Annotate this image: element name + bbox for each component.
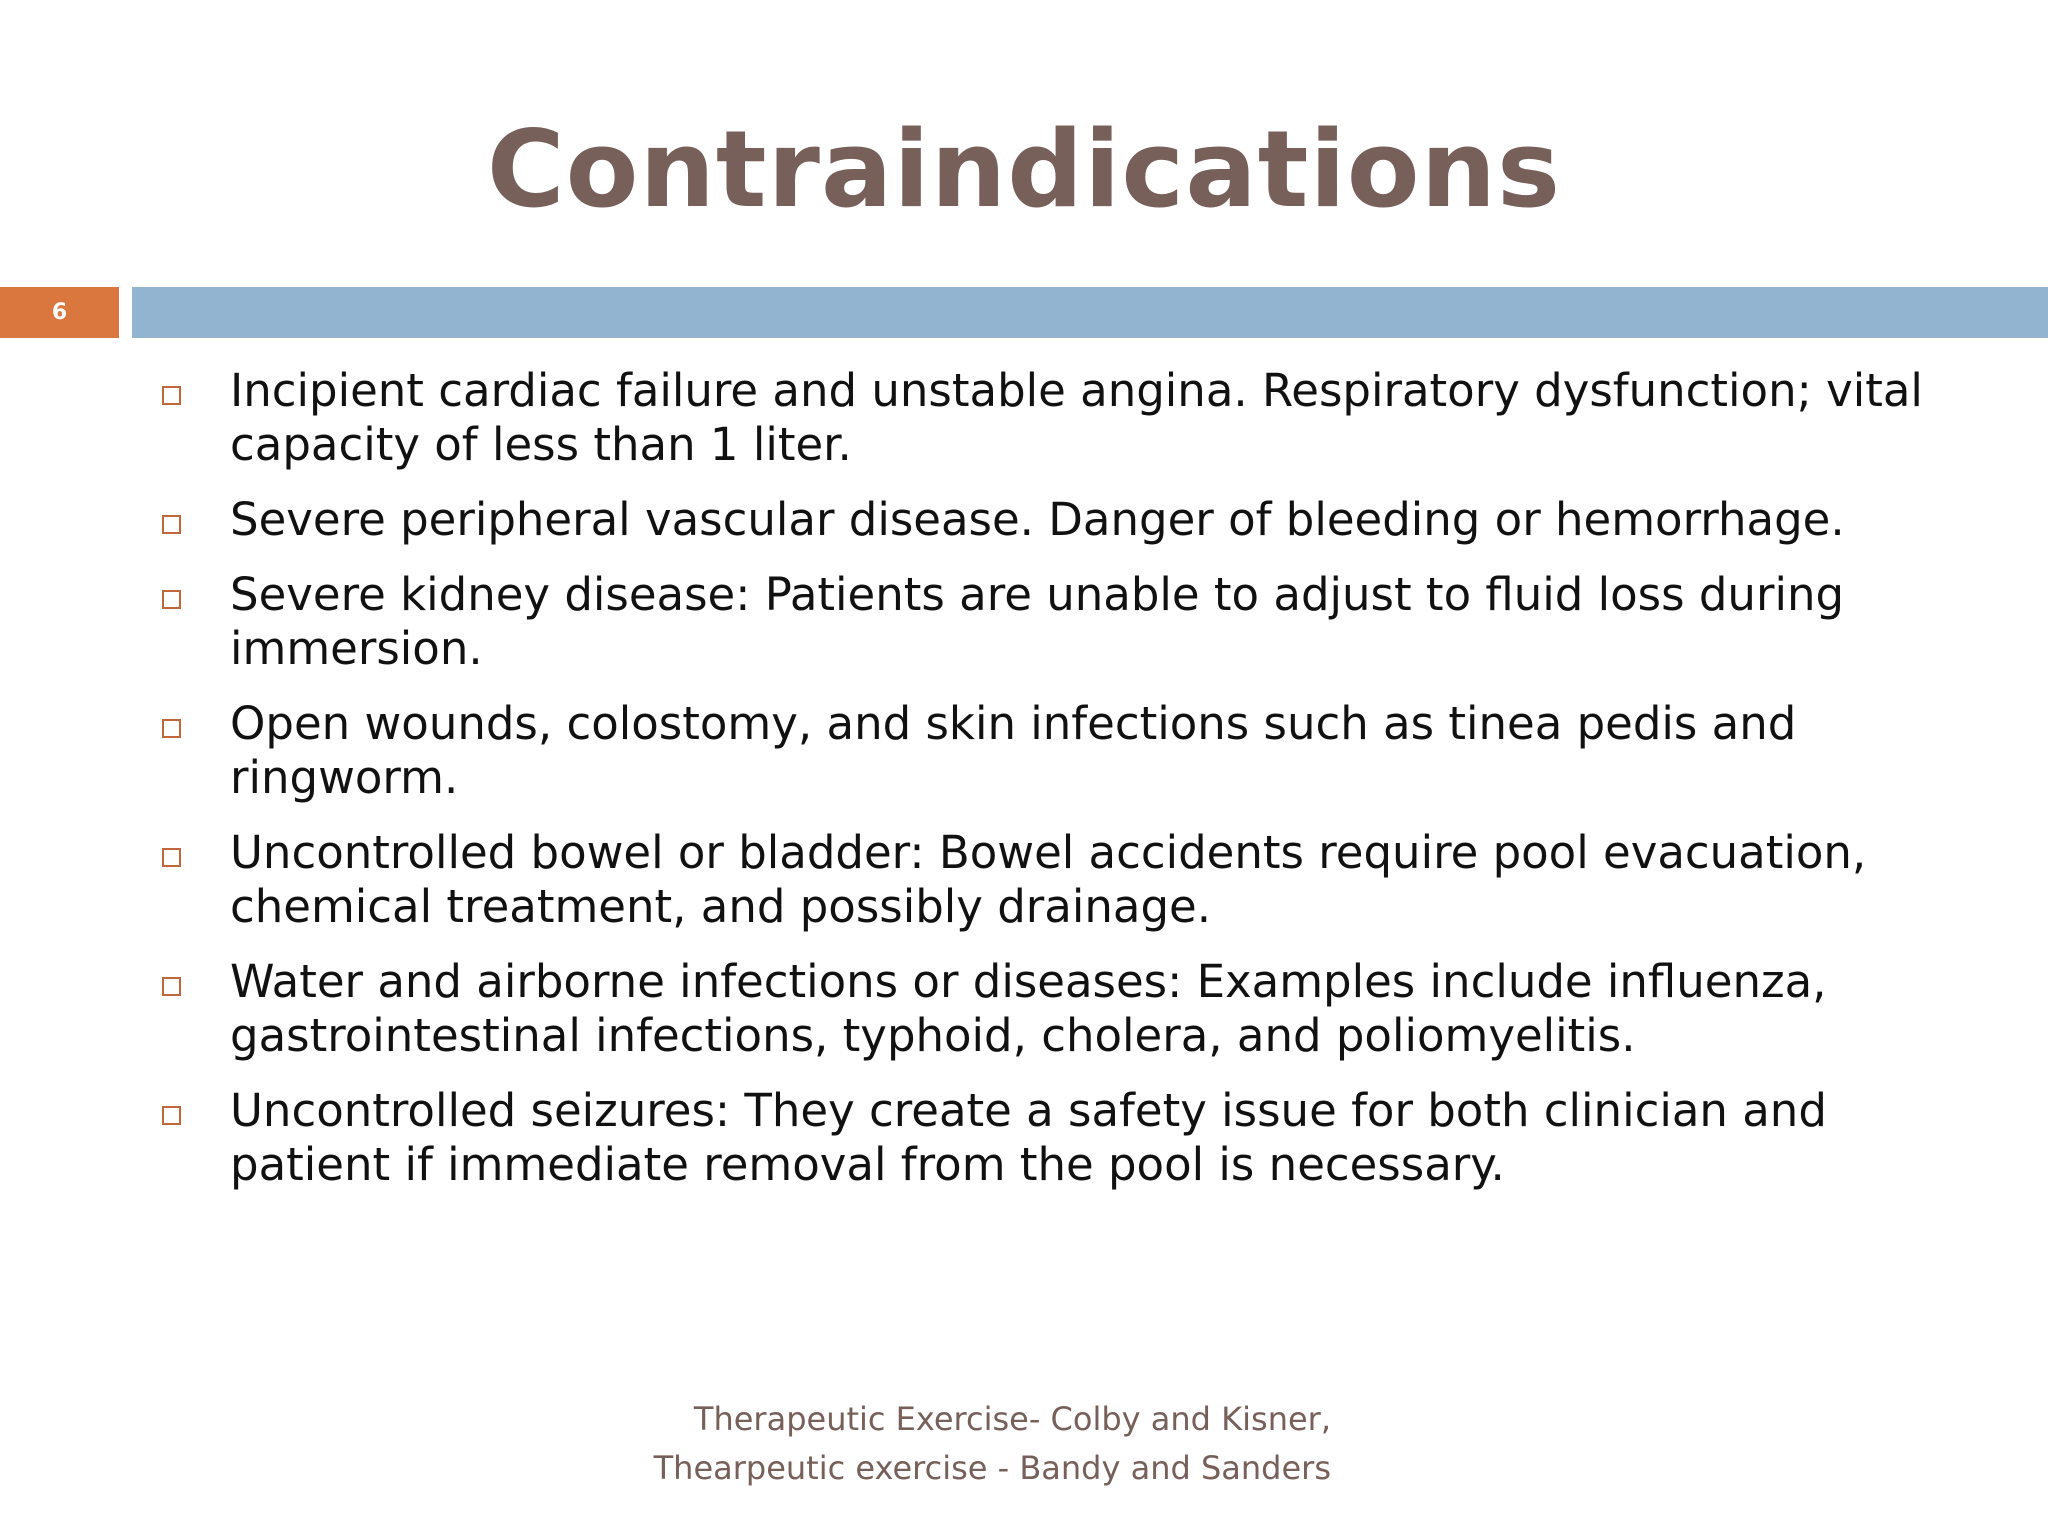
bullet-item <box>150 1084 1940 1192</box>
bullet-item <box>150 364 1940 472</box>
bullet-item <box>150 955 1940 1063</box>
bullet-text: Uncontrolled bowel or bladder: Bowel accidents require pool evacuation, chemical treatment, and possibly drainage. <box>230 826 1867 933</box>
footer-line-2: Thearpeutic exercise - Bandy and Sanders <box>653 1449 1331 1487</box>
bullet-item <box>150 568 1940 676</box>
slide-title: Contraindications <box>486 108 1562 231</box>
hollow-square-bullet-icon <box>162 590 181 609</box>
slide-number-badge: 6 <box>0 287 119 338</box>
bullet-text: Open wounds, colostomy, and skin infections such as tinea pedis and ringworm. <box>230 697 1797 804</box>
bullet-text: Severe kidney disease: Patients are unable to adjust to fluid loss during immersion. <box>230 568 1845 675</box>
hollow-square-bullet-icon <box>162 719 181 738</box>
bullet-text: Severe peripheral vascular disease. Danger of bleeding or hemorrhage. <box>230 493 1845 546</box>
bullet-text: Incipient cardiac failure and unstable angina. Respiratory dysfunction; vital capacity of less than 1 liter. <box>230 364 1923 471</box>
slide-footer-citation <box>560 1395 1331 1493</box>
bullet-text: Uncontrolled seizures: They create a safety issue for both clinician and patient if immediate removal from the pool is necessary. <box>230 1084 1827 1191</box>
hollow-square-bullet-icon <box>162 1106 181 1125</box>
footer-line-1: Therapeutic Exercise- Colby and Kisner, <box>693 1400 1331 1438</box>
slide-body <box>150 364 1940 1213</box>
bullet-item <box>150 493 1940 547</box>
bullet-list <box>150 364 1940 1192</box>
bullet-text: Water and airborne infections or diseases: Examples include influenza, gastrointestinal infections, typhoid, cholera, and poliomyelitis. <box>230 955 1827 1062</box>
title-divider-bar <box>132 287 2048 338</box>
hollow-square-bullet-icon <box>162 977 181 996</box>
hollow-square-bullet-icon <box>162 386 181 405</box>
bullet-item <box>150 697 1940 805</box>
hollow-square-bullet-icon <box>162 848 181 867</box>
bullet-item <box>150 826 1940 934</box>
hollow-square-bullet-icon <box>162 515 181 534</box>
